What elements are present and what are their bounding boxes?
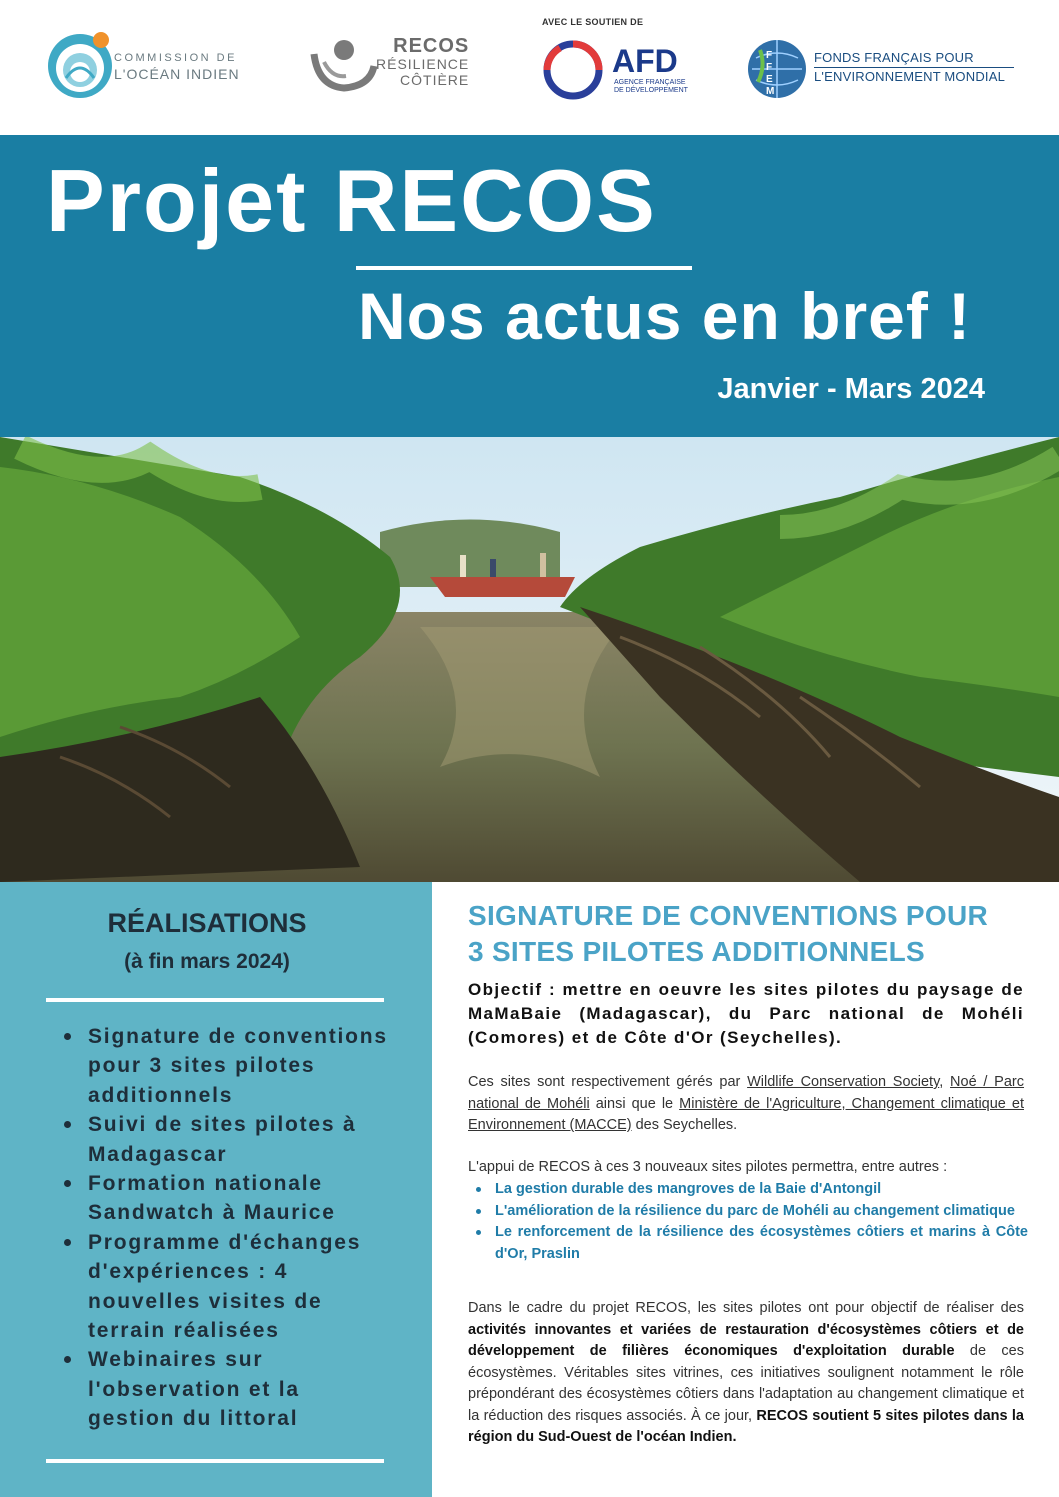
ffem-name: FONDS FRANÇAIS POUR L'ENVIRONNEMENT MONDIAL	[814, 50, 1006, 84]
recos-emblem-icon	[310, 36, 378, 100]
mangrove-scene-image	[0, 437, 1059, 882]
bullet-icon	[476, 1209, 481, 1214]
recos-name: RECOS RÉSILIENCE CÔTIÈRE	[376, 35, 470, 88]
article-heading: SIGNATURE DE CONVENTIONS POUR 3 SITES PILOTES ADDITIONNELS	[468, 900, 989, 967]
ffem-letter-e: E	[766, 74, 773, 85]
title-divider	[356, 266, 692, 270]
noe-link[interactable]: Noé / Parc national de Mohéli	[468, 1074, 1025, 1112]
recos-logo	[310, 36, 490, 100]
ffem-logo	[746, 38, 1026, 100]
mangrove-photo	[0, 437, 1059, 882]
list-item: Programme d'échanges d'expériences : 4 nouvelles visites de terrain réalisées	[60, 1228, 390, 1346]
coi-logo	[46, 28, 256, 100]
list-item: La gestion durable des mangroves de la Baie d'Antongil	[468, 1179, 1028, 1201]
list-item: Suivi de sites pilotes à Madagascar	[60, 1110, 390, 1169]
afd-logo: AVEC LE SOUTIEN DE AFD AGENCE FRANÇAISE DE DÉVELOPPEMENT	[540, 17, 700, 107]
bullet-icon	[64, 1121, 71, 1128]
coi-emblem-icon	[46, 28, 116, 100]
article-paragraph-intro: L'appui de RECOS à ces 3 nouveaux sites pilotes permettra, entre autres :	[468, 1159, 948, 1175]
ffem-letter-f1: F	[766, 50, 773, 61]
logo-bar	[0, 0, 1059, 135]
list-item: L'amélioration de la résilience du parc de Mohéli au changement climatique	[468, 1201, 1028, 1223]
page-title: Projet RECOS	[46, 151, 657, 250]
macce-link[interactable]: Ministère de l'Agriculture, Changement climatique et Environnement (MACCE)	[468, 1095, 1024, 1133]
achievements-list	[60, 1022, 390, 1434]
period-label: Janvier - Mars 2024	[717, 373, 985, 405]
article-paragraph-managers: Ces sites sont respectivement gérés par Wildlife Conservation Society, Noé / Parc national de Mohéli ainsi que le Ministère de l'Agriculture, Changement climatique et Environnement (MACCE) des Seychelles.	[468, 1074, 1025, 1133]
achievements-panel	[0, 882, 432, 1497]
achievements-heading: RÉALISATIONS	[107, 908, 307, 938]
achievements-date: (à fin mars 2024)	[124, 950, 290, 973]
ffem-divider	[814, 67, 1014, 68]
bullet-icon	[64, 1356, 71, 1363]
ffem-globe-icon	[746, 38, 808, 100]
coi-name: COMMISSION DE L'OCÉAN INDIEN	[114, 52, 240, 82]
bullet-icon	[476, 1230, 481, 1235]
bullet-icon	[476, 1187, 481, 1192]
afd-fullname: AGENCE FRANÇAISE DE DÉVELOPPEMENT	[614, 79, 688, 94]
wcs-link[interactable]: Wildlife Conservation Society	[747, 1074, 940, 1090]
article-paragraph-context: Dans le cadre du projet RECOS, les sites pilotes ont pour objectif de réaliser des activités innovantes et variées de restauration d'écosystèmes côtiers et de développement de filières économiques d'exploitation durable de ces écosystèmes. Véritables sites vitrines, ces initiatives soulignent notamment le rôle prépondérant des écosystèmes côtiers dans l'adaptation au changement climatique et la réduction des risques associés. À ce jour, RECOS soutient 5 sites pilotes dans la région du Sud-Ouest de l'océan Indien.	[468, 1300, 1024, 1445]
list-item: Formation nationale Sandwatch à Maurice	[60, 1169, 390, 1228]
list-item: Signature de conventions pour 3 sites pilotes additionnels	[60, 1022, 390, 1110]
bullet-icon	[64, 1180, 71, 1187]
bullet-icon	[64, 1239, 71, 1246]
ffem-letter-m: M	[766, 86, 775, 97]
afd-ring-icon	[540, 37, 608, 103]
article-panel	[432, 882, 1059, 1497]
page-subtitle: Nos actus en bref !	[358, 279, 972, 353]
bullet-icon	[64, 1033, 71, 1040]
article-bullet-list	[468, 1179, 1028, 1265]
list-item: Webinaires sur l'observation et la gestion du littoral	[60, 1345, 390, 1433]
ffem-letter-f2: F	[766, 62, 773, 73]
title-banner	[0, 135, 1059, 437]
list-item: Le renforcement de la résilience des écosystèmes côtiers et marins à Côte d'Or, Praslin	[468, 1222, 1028, 1265]
achievements-divider-bottom	[46, 1459, 384, 1463]
achievements-divider-top	[46, 998, 384, 1002]
article-objective: Objectif : mettre en oeuvre les sites pilotes du paysage de MaMaBaie (Madagascar), du Parc national de Mohéli (Comores) et de Côte d'Or (Seychelles).	[468, 980, 1024, 1047]
